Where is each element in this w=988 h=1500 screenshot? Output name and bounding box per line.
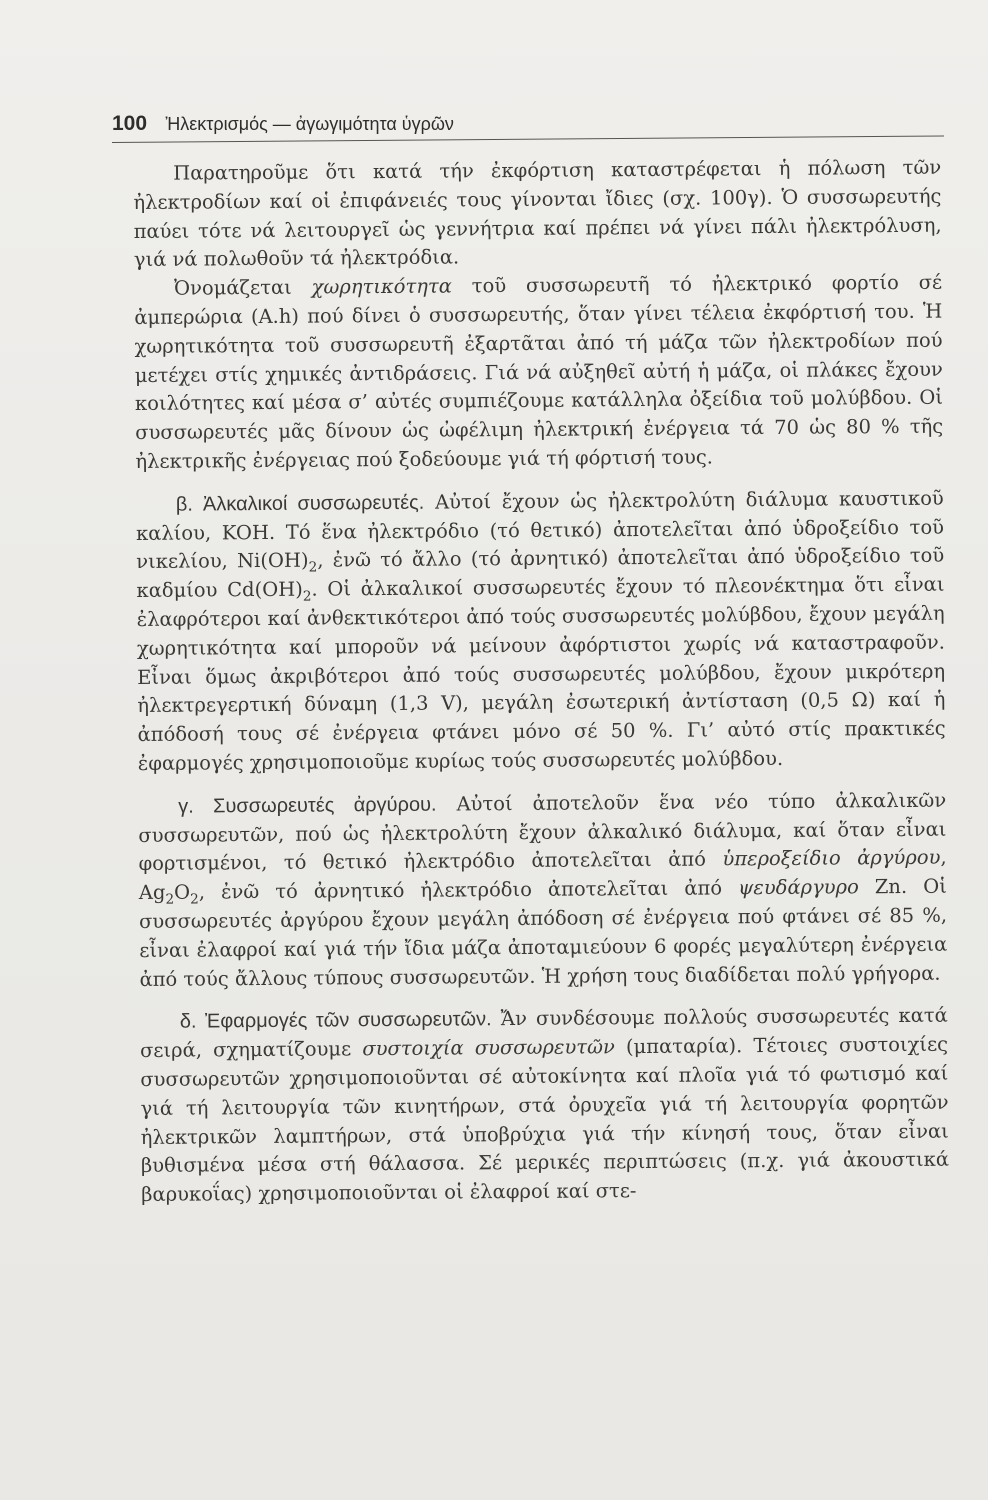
subscript: 2 — [308, 559, 318, 576]
page-number: 100 — [112, 112, 148, 135]
page-header — [112, 112, 942, 142]
section-applications — [140, 1002, 950, 1210]
section-text: , ἐνῶ τό ἄλλο (τό ἀρνητικό) ἀποτελεῖται ἀπό ὑδροξείδιο τοῦ καδμίου Cd(OH) — [136, 544, 945, 603]
subscript: 2 — [165, 891, 175, 908]
section-silver — [138, 786, 948, 994]
section-text: Zn. Οἱ συσσωρευτές ἀργύρου ἔχουν μεγάλη ἀπόδοση σέ ἐνέργεια πού φτάνει σέ 85 %, εἶναι ἐλαφροί καί γιά τήν ἴδια μάζα ἀποταμιεύουν 6 φορές μεγαλύτερη ἐνέργεια ἀπό τούς ἄλλους τύπους συσσωρευτῶν. Ἡ χρήση τους διαδίδεται πολύ γρήγορα. — [138, 874, 948, 991]
paragraph-text: Ὀνομάζεται — [173, 275, 312, 300]
paragraph-capacity — [134, 269, 944, 477]
section-text: Ἄν συνδέσουμε πολλούς συσσωρευτές κατά σειρά, σχηματίζουμε — [139, 1003, 948, 1063]
section-text: . Οἱ ἀλκαλικοί συσσωρευτές ἔχουν τό πλεονέκτημα ὅτι εἶναι ἐλαφρότεροι καί ἀνθεκτικότεροι ἀπό τούς συσσωρευτές μολύβδου, ἔχουν μεγάλη χωρητικότητα καί μποροῦν νά μείνουν ἀφόρτιστοι χωρίς νά καταστραφοῦν. Εἶναι ὅμως ἀκριβότεροι ἀπό τούς συσσωρευτές μολύβδου, ἔχουν μικρότερη ἠλεκτρεγερτική δύναμη (1,3 V), μεγάλη ἐσωτερική ἀντίσταση (0,5 Ω) καί ἡ ἀπόδοσή τους σέ ἐνέργεια φτάνει μόνο σέ 50 %. Γι’ αὐτό στίς πρακτικές ἐφαρμογές χρησιμοποιοῦμε κυρίως τούς συσσωρευτές μολύβδου. — [136, 572, 946, 775]
section-heading-alkaline: β. Ἀλκαλικοί συσσωρευτές. — [175, 491, 425, 516]
section-text: Αὐτοί ἔχουν ὡς ἠλεκτρολύτη διάλυμα καυστικοῦ καλίου, KOH. Τό ἕνα ἠλεκτρόδιο (τό θετικό) ἀποτελεῖται ἀπό ὑδροξείδιο τοῦ νικελίου, Ni(OH) — [135, 486, 945, 574]
section-alkaline — [136, 484, 946, 778]
term-capacity: χωρητικότητα — [311, 274, 452, 299]
paragraph-discharge — [133, 154, 942, 276]
section-text: , Ag — [138, 845, 947, 905]
paragraph-text: Παρατηροῦμε ὅτι κατά τήν ἐκφόρτιση καταστρέφεται ἡ πόλωση τῶν ἠλεκτροδίων καί οἱ ἐπιφάνειές τους γίνονται ἴδιες (σχ. 100γ). Ὁ συσσωρευτής παύει τότε νά λειτουργεῖ ὡς γεννήτρια καί πρέπει νά γίνει πάλι ἠλεκτρόλυση, γιά νά πολωθοῦν τά ἠλεκτρόδια. — [133, 155, 942, 272]
term-silver-peroxide: ὑπεροξείδιο ἀργύρου — [722, 846, 941, 871]
subscript: 2 — [190, 891, 199, 908]
section-heading-applications: δ. Ἐφαρμογές τῶν συσσωρευτῶν. — [179, 1008, 492, 1033]
section-heading-silver: γ. Συσσωρευτές ἀργύρου. — [178, 793, 437, 818]
running-title: Ἠλεκτρισμός — ἀγωγιμότητα ὑγρῶν — [165, 114, 454, 134]
section-text: , ἐνῶ τό ἀρνητικό ἠλεκτρόδιο ἀποτελεῖται ἀπό — [198, 876, 739, 904]
paragraph-text: τοῦ συσσωρευτῆ τό ἠλεκτρικό φορτίο σέ ἀμπερώρια (A.h) πού δίνει ὁ συσσωρευτής, ὅταν γίνει τέλεια ἐκφόρτισή του. Ἡ χωρητικότητα τοῦ συσσωρευτῆ ἐξαρτᾶται ἀπό τή μάζα τῶν ἠλεκτροδίων πού μετέχει στίς χημικές ἀντιδράσεις. Γιά νά αὐξηθεῖ αὐτή ἡ μάζα, οἱ πλάκες ἔχουν κοιλότητες καί μέσα σ’ αὐτές συμπιέζουμε κατάλληλα ὀξείδια τοῦ μολύβδου. Οἱ συσσωρευτές μᾶς δίνουν ὡς ὠφέλιμη ἠλεκτρική ἐνέργεια τά 70 ὡς 80 % τῆς ἠλεκτρικῆς ἐνέργειας πού ξοδεύουμε γιά τή φόρτισή τους. — [134, 270, 944, 473]
section-text: (μπαταρία). Τέτοιες συστοιχίες συσσωρευτῶν χρησιμοποιοῦνται σέ αὐτοκίνητα καί πλοῖα γιά τό φωτισμό καί γιά τή λειτουργία τῶν κινητήρων, στά ὀρυχεῖα γιά τή λειτουργία φορητῶν ἠλεκτρικῶν λαμπτήρων, στά ὑποβρύχια γιά τήν κίνησή τους, ὅταν εἶναι βυθισμένα μέσα στή θάλασσα. Σέ μερικές περιπτώσεις (π.χ. γιά ἀκουστικά βαρυκοΐας) χρησιμοποιοῦνται οἱ ἐλαφροί καί στε- — [140, 1032, 950, 1207]
body-text — [133, 144, 949, 1210]
subscript: 2 — [302, 588, 312, 605]
term-zinc: ψευδάργυρο — [737, 875, 859, 900]
section-text: Αὐτοί ἀποτελοῦν ἕνα νέο τύπο ἀλκαλικῶν συσσωρευτῶν, πού ὡς ἠλεκτρολύτη ἔχουν ἀλκαλικό διάλυμα, καί ὅταν εἶναι φορτισμένοι, τό θετικό ἠλεκτρόδιο ἀποτελεῖται ἀπό — [138, 788, 947, 876]
term-battery-array: συστοιχία συσσωρευτῶν — [362, 1035, 615, 1061]
section-text: O — [174, 880, 191, 904]
